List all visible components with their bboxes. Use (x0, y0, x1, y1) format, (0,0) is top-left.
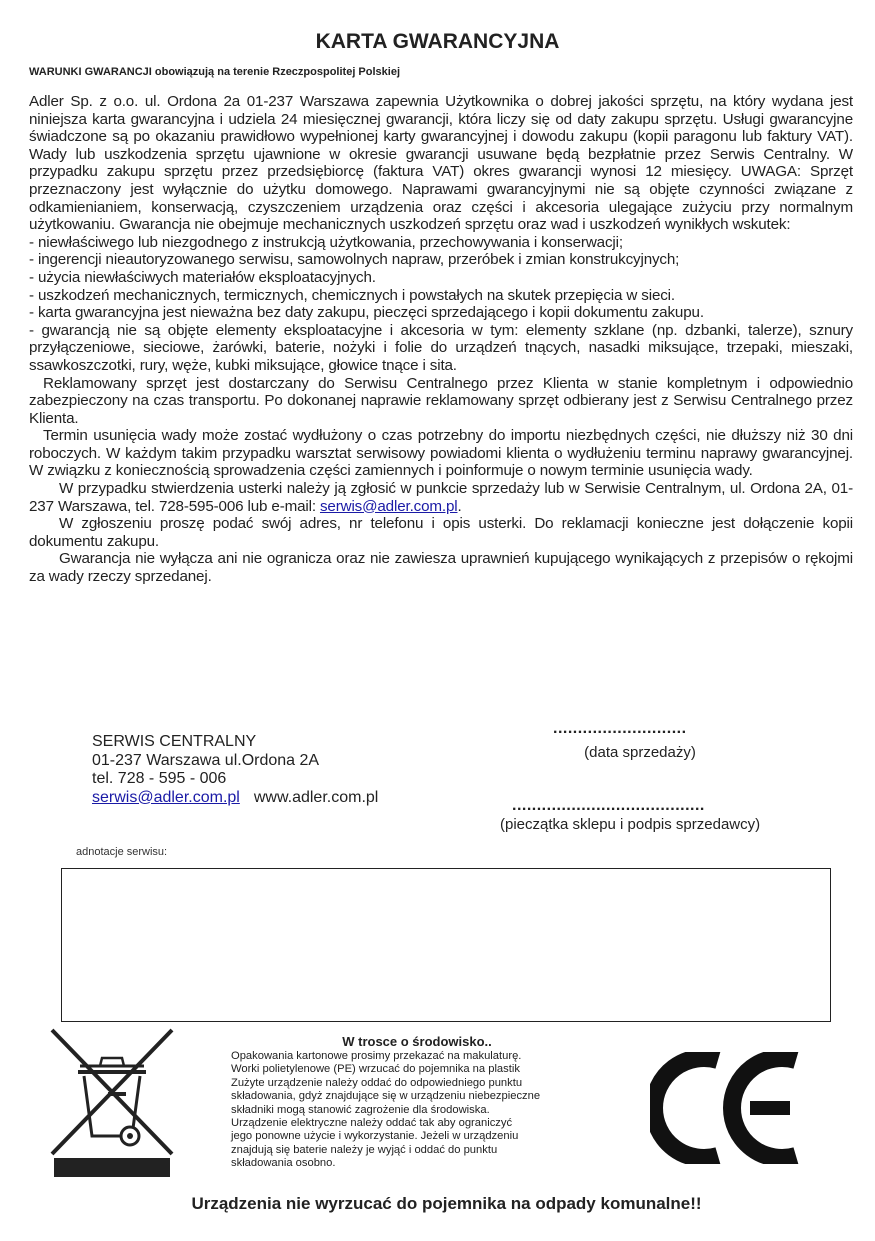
service-address: 01-237 Warszawa ul.Ordona 2A (92, 751, 320, 769)
terms-bullet: - gwarancją nie są objęte elementy eksploatacyjne i akcesoria w tym: elementy szklane (np. dzbanki, talerze), sznury przyłączeniowe, sieciowe, żarówki, baterie, nożyki i folie do urządzeń tnących, nasadki miksujące, trzepaki, mieszaki, ssawkoszczotki, rury, węże, kubki miksujące, głowice tnące i sita. (29, 321, 853, 374)
crossed-out-wheelie-bin-icon (50, 1028, 174, 1178)
service-email-link[interactable]: serwis@adler.com.pl (92, 788, 240, 806)
terms-paragraph-delivery: Reklamowany sprzęt jest dostarczany do Serwisu Centralnego przez Klienta w stanie kompletnym i odpowiednio zabezpieczony na czas transportu. Po dokonanej naprawie reklamowany sprzęt odbierany jest z Serwisu Centralnego przez Klienta. (29, 374, 853, 427)
report-end: . (457, 497, 462, 515)
stamp-signature-label: (pieczątka sklepu i podpis sprzedawcy) (500, 816, 761, 833)
service-notes-label: adnotacje serwisu: (76, 846, 168, 858)
terms-paragraph-intro: Adler Sp. z o.o. ul. Ordona 2a 01-237 Warszawa zapewnia Użytkownika o dobrej jakości sprzętu, na który wydana jest niniejsza karta gwarancyjna i udziela 24 miesięcznej gwarancji, która liczy się od daty zakupu sprzętu. Usługi gwarancyjne świadczone są po okazaniu prawidłowo wypełnionej karty gwarancyjnej i dowodu zakupu (kopii paragonu lub faktury VAT). Wady lub uszkodzenia sprzętu ujawnione w okresie gwarancji usuwane będą bezpłatnie przez Serwis Centralny. W przypadku zakupu sprzętu przez przedsiębiorcę (faktura VAT) okres gwarancji wynosi 12 miesięcy. UWAGA: Sprzęt przeznaczony jest wyłącznie do użytku domowego. Naprawami gwarancyjnymi nie są objęte czynności związane z odkamienianiem, konserwacją, czyszczeniem urządzenia oraz części i akcesoria ulegające zużyciu przy normalnym użytkowaniu. Gwarancja nie obejmuje mechanicznych uszkodzeń sprzętu oraz wad i uszkodzeń wynikłych wskutek: (29, 93, 853, 234)
stamp-signature-field[interactable]: ....................................... (512, 797, 705, 814)
terms-paragraph-repair-time: Termin usunięcia wady może zostać wydłużony o czas potrzebny do importu niezbędnych części, nie dłuższy niż 30 dni roboczych. W każdym takim przypadku warsztat serwisowy powiadomi klienta o wydłużeniu terminu naprawy gwarancyjnej. W związku z koniecznością sprowadzenia części zamiennych i poinformuje o nowym terminie usunięcia wady. (29, 427, 853, 480)
report-text: W przypadku stwierdzenia usterki należy ją zgłosić w punkcie sprzedaży lub w Serwisie Centralnym, ul. Ordona 2A, 01-237 Warszawa, tel. 728-595-006 lub e-mail: (29, 480, 853, 515)
terms-bullet: - uszkodzeń mechanicznych, termicznych, chemicznych i powstałych na skutek przepięcia w sieci. (29, 286, 675, 304)
warranty-terms (29, 93, 853, 586)
terms-paragraph-report (29, 480, 853, 515)
page-title: KARTA GWARANCYJNA (315, 30, 560, 53)
environment-text (231, 1050, 631, 1171)
service-email-link[interactable]: serwis@adler.com.pl (319, 497, 458, 515)
terms-bullet: - niewłaściwego lub niezgodnego z instrukcją użytkowania, przechowywania i konserwacji; (29, 233, 623, 251)
service-phone: tel. 728 - 595 - 006 (92, 770, 227, 787)
environment-line: Zużyte urządzenie należy oddać do odpowiedniego punktu (231, 1076, 523, 1089)
warranty-conditions-heading: WARUNKI GWARANCJI obowiązują na terenie Rzeczpospolitej Polskiej (29, 66, 401, 78)
terms-paragraph-statutory: Gwarancja nie wyłącza ani nie ogranicza oraz nie zawiesza uprawnień kupującego wynikających z przepisów o rękojmi za wady rzeczy sprzedanej. (29, 550, 853, 586)
environment-line: Worki polietylenowe (PE) wrzucać do pojemnika na plastik (231, 1063, 520, 1076)
environment-line: Opakowania kartonowe prosimy przekazać na makulaturę. (231, 1050, 522, 1062)
environment-line: Urządzenie elektryczne należy oddać tak aby ograniczyć (231, 1117, 513, 1130)
terms-bullet: - karta gwarancyjna jest nieważna bez daty zakupu, pieczęci sprzedającego i kopii dokumentu zakupu. (29, 304, 704, 322)
service-center-info (92, 733, 378, 807)
environment-heading: W trosce o środowisko.. (342, 1034, 492, 1049)
terms-paragraph-claim: W zgłoszeniu proszę podać swój adres, nr telefonu i opis usterki. Do reklamacji konieczne jest dołączenie kopii dokumentu zakupu. (29, 515, 853, 550)
ce-mark-icon (650, 1052, 802, 1164)
service-notes-box[interactable] (61, 868, 831, 1022)
terms-bullet: - użycia niewłaściwych materiałów eksploatacyjnych. (29, 268, 376, 286)
service-name: SERWIS CENTRALNY (92, 733, 257, 750)
sale-date-field[interactable]: ........................... (553, 720, 687, 737)
disposal-warning: Urządzenia nie wyrzucać do pojemnika na odpady komunalne!! (191, 1194, 702, 1213)
environment-line: składowania osobno. (231, 1157, 336, 1170)
environment-line: składniki mogą stanowić zagrożenie dla środowiska. (231, 1103, 490, 1116)
sale-date-label: (data sprzedaży) (584, 744, 696, 761)
terms-bullet: - ingerencji nieautoryzowanego serwisu, samowolnych napraw, przeróbek i zmian konstrukcyjnych; (29, 251, 680, 269)
environment-line: jego ponowne użycie i wykorzystanie. Jeżeli w urządzeniu (231, 1130, 519, 1143)
environment-line: znajdują się baterie należy je wyjąć i oddać do punktu (231, 1143, 498, 1156)
environment-line: składowania, gdyż znajdujące się w urządzeniu niebezpieczne (231, 1090, 541, 1103)
service-website[interactable]: www.adler.com.pl (253, 788, 379, 806)
